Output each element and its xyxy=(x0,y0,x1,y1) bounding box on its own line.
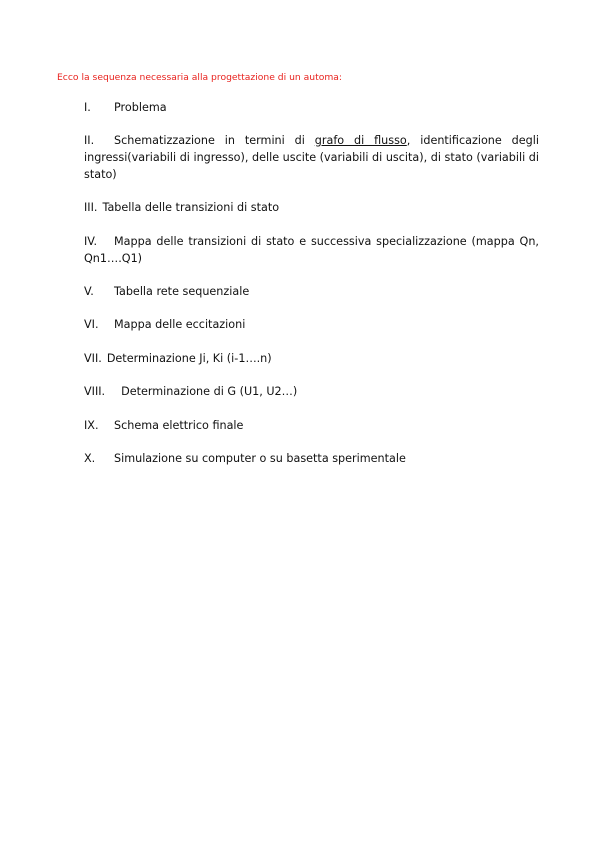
list-item-8 xyxy=(84,384,539,401)
item-number: V. xyxy=(84,285,94,298)
item-text: Determinazione Ji, Ki (i-1….n) xyxy=(106,352,272,365)
list-item-9 xyxy=(84,418,539,435)
list-item-1 xyxy=(84,100,539,117)
item-number: II. xyxy=(84,134,95,147)
item-number: IV. xyxy=(84,235,98,248)
item-text: Determinazione di G (U1, U2…) xyxy=(121,385,298,398)
item-number: VI. xyxy=(84,318,99,331)
item-text: Problema xyxy=(114,101,167,114)
list-item-5 xyxy=(84,284,539,301)
item-number: X. xyxy=(84,452,96,465)
item-text-after: , identificazione degli ingressi(variabili di ingresso), delle uscite (variabili di uscita), di stato (variabili di stato) xyxy=(84,134,539,181)
item-text: Tabella rete sequenziale xyxy=(114,285,250,298)
item-text-underlined: grafo di flusso xyxy=(314,134,407,147)
list-item-7 xyxy=(84,351,539,368)
item-number: IX. xyxy=(84,419,99,432)
item-number: VII. xyxy=(84,352,102,365)
item-number: III. xyxy=(84,201,98,214)
item-text: Schema elettrico finale xyxy=(114,419,244,432)
intro-text: Ecco la sequenza necessaria alla progettazione di un automa: xyxy=(57,72,343,83)
item-text-before: Schematizzazione in termini di xyxy=(114,134,315,147)
list-item-6 xyxy=(84,317,539,334)
list-item-4 xyxy=(84,234,539,268)
item-text: Simulazione su computer o su basetta sperimentale xyxy=(114,452,406,465)
item-text: Mappa delle eccitazioni xyxy=(114,318,246,331)
list-item-3 xyxy=(84,200,539,217)
list-item-10 xyxy=(84,451,539,468)
item-text: Mappa delle transizioni di stato e successiva specializzazione (mappa Qn, Qn1….Q1) xyxy=(84,235,539,265)
list-item-2 xyxy=(84,133,539,183)
item-number: I. xyxy=(84,101,91,114)
item-text: Tabella delle transizioni di stato xyxy=(102,201,280,214)
item-number: VIII. xyxy=(84,385,106,398)
